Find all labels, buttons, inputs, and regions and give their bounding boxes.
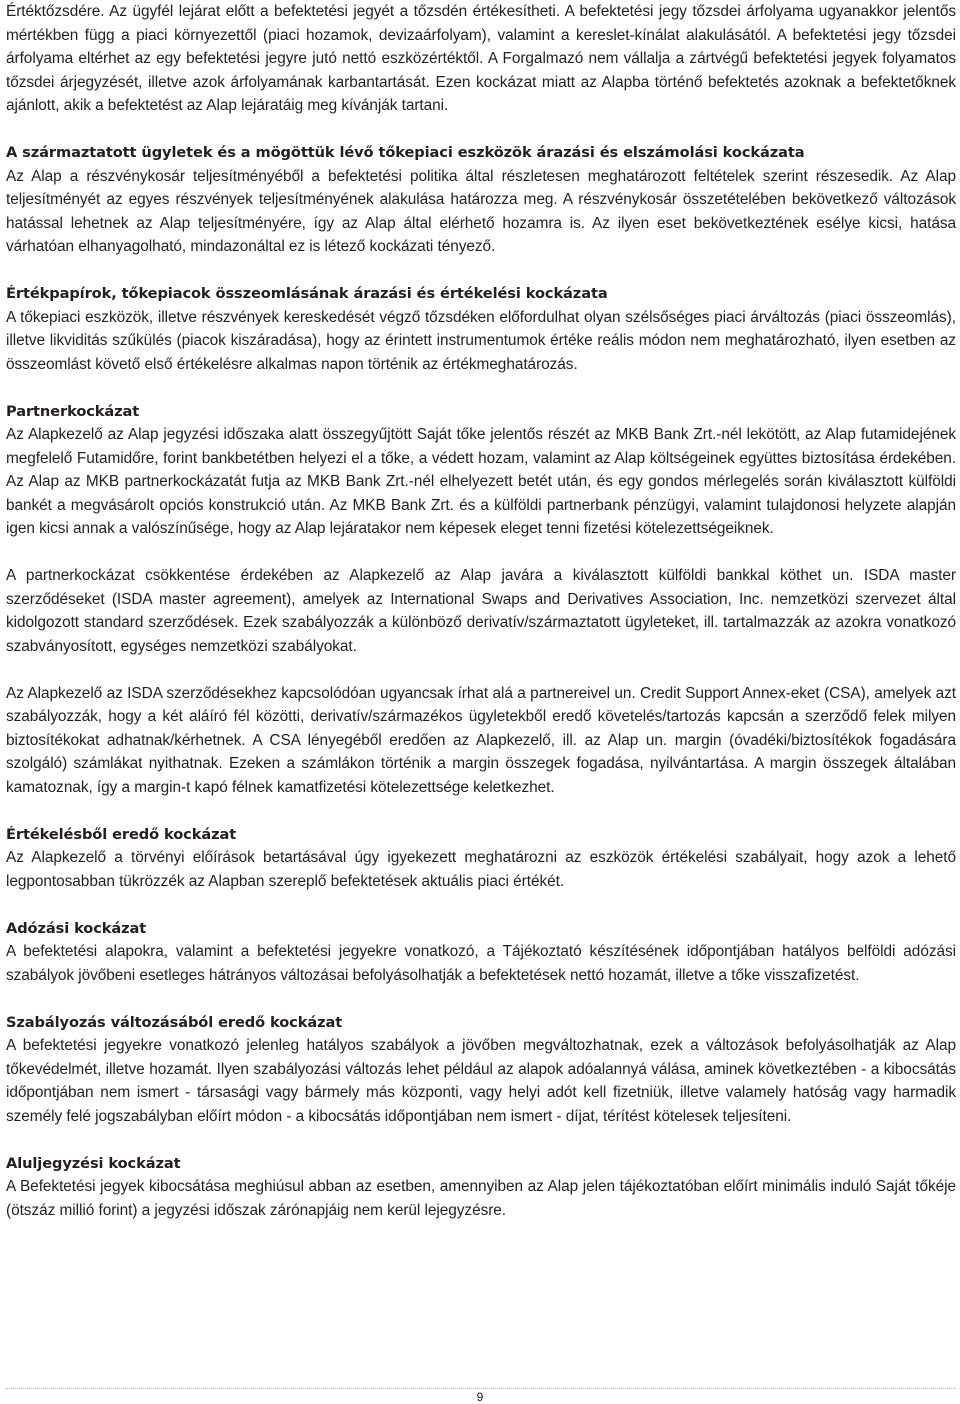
footer-divider: [6, 1388, 956, 1389]
section-heading: Szabályozás változásából eredő kockázat: [6, 1013, 343, 1031]
section-heading: Aluljegyzési kockázat: [6, 1154, 181, 1172]
section-heading: Értékpapírok, tőkepiacok összeomlásának árazási és értékelési kockázata: [6, 285, 608, 302]
section-paragraph: A partnerkockázat csökkentése érdekében az Alapkezelő az Alap javára a kiválasztott külföldi bankkal köthet un. ISDA master szerződéseket (ISDA master agreement), amelyek az International Swaps and Derivatives Association, Inc. nemzetközi szervezet által kidolgozott standard szerződések. Ezek szabályozzák a különböző derivatív/származtatott ügyleteket, ill. tartalmazzák az azokra vonatkozó szabványosított, egységes nemzetközi szabályokat.: [6, 567, 956, 655]
section-paragraph: Az Alapkezelő a törvényi előírások betartásával úgy igyekezett meghatározni az eszközök értékelési szabályait, hogy azok a lehető legpontosabban tükrözzék az Alapban szereplő befektetések aktuális piaci értékét.: [6, 849, 956, 890]
section-paragraph: Az Alap a részvénykosár teljesítményéből a befektetési politika által részletesen meghatározott feltételek szerint részesedik. Az Alap teljesítményét az egyes részvények teljesítményének alakulása határozza meg. A részvénykosár összetételében bekövetkező változások hatással lehetnek az Alap teljesítményére, így az Alap által elérhető hozamra is. Az ilyen eset bekövetkeztének esélye kicsi, hatása várhatóan elhanyagolható, mindazonáltal ez is létező kockázati tényező.: [6, 167, 956, 255]
document-page: [6, 0, 956, 1222]
section-paragraph: Az Alapkezelő az ISDA szerződésekhez kapcsolódóan ugyancsak írhat alá a partnereivel un. Credit Support Annex-eket (CSA), amelyek azt szabályozzák, hogy a két aláíró fél közötti, derivatív/származékos ügyletekből eredő követelés/tartozás kapcsán a szerződő felek milyen biztosítékokat adhatnak/kérhetnek. A CSA lényegéből eredően az Alapkezelő, ill. az Alap un. margin (óvadéki/biztosítékok fogadására szolgáló) számlákat nyithatnak. Ezeken a számlákon történik a margin összegek fogadása, nyilvántartása. A margin összegek általában kamatoznak, így a margin-t kapó félnek kamatfizetési kötelezettsége keletkezhet.: [6, 684, 956, 796]
section-heading: Adózási kockázat: [6, 919, 147, 937]
section-paragraph: Az Alapkezelő az Alap jegyzési időszaka alatt összegyűjtött Saját tőke jelentős részét az MKB Bank Zrt.-nél lekötött, az Alap futamidejének megfelelő Futamidőre, forint bankbetétben helyezi el a tőke, a védett hozam, valamint az Alap költségeinek együttes biztosítása érdekében. Az Alap az MKB partnerkockázatát futja az MKB Bank Zrt.-nél elhelyezett betét után, és egy gondos mérlegelés során kiválasztott külföldi bankét a megvásárolt opciós konstrukció után. Az MKB Bank Zrt. és a külföldi partnerbank pénzügyi, valamint tulajdonosi helyzete alapján igen kicsi annak a valószínűsége, hogy az Alap lejáratakor nem képesek eleget tenni fizetési kötelezettségeiknek.: [6, 426, 956, 537]
section-undersubscription-risk: [6, 1152, 956, 1223]
section-heading: Értékelésből eredő kockázat: [6, 825, 237, 843]
section-valuation-risk: [6, 823, 956, 894]
section-counterparty-risk: [6, 400, 956, 800]
section-paragraph: A Befektetési jegyek kibocsátása meghiúsul abban az esetben, amennyiben az Alap jelen tájékoztatóban előírt minimális induló Saját tőkéje (ötszáz millió forint) a jegyzési időszak zárónapjáig nem kerül lejegyzésre.: [6, 1178, 956, 1219]
intro-paragraph: Értéktőzsdére. Az ügyfél lejárat előtt a befektetési jegyét a tőzsdén értékesítheti. A befektetési jegy tőzsdei árfolyama ugyanakkor jelentős mértékben függ a piaci környezettől (piaci hozamok, devizaárfolyam), valamint a kereslet-kínálat alakulásától. A befektetési jegy tőzsdei árfolyama eltérhet az egy befektetési jegyre jutó nettó eszközértéktől. A Forgalmazó nem vállalja a zártvégű befektetési jegyek folyamatos tőzsdei árjegyzését, illetve azok árfolyamának karbantartását. Ezen kockázat miatt az Alapba történő befektetés azoknak a befektetőknek ajánlott, akik a befektetést az Alap lejáratáig meg kívánják tartani.: [6, 3, 956, 114]
section-paragraph: A befektetési jegyekre vonatkozó jelenleg hatályos szabályok a jövőben megváltozhatnak, ezek a változások befolyásolhatják az Alap tőkevédelmét, illetve hozamát. Ilyen szabályozási változás lehet például az alapok adóalannyá válása, aminek következtében - a kibocsátás időpontjában nem ismert - társasági vagy bármely más központi, vagy helyi adót kell fizetniük, illetve valamely hatóság vagy harmadik személy felé jogszabályban előírt módon - a kibocsátás időpontjában nem ismert - díjat, térítést kötelesek teljesíteni.: [6, 1037, 956, 1125]
section-paragraph: A tőkepiaci eszközök, illetve részvények kereskedését végző tőzsdéken előfordulhat olyan szélsőséges piaci árváltozás (piaci összeomlás), illetve likviditás szűkülés (piacok kiszáradása), hogy az érintett instrumentumok értéke reális módon nem meghatározható, ilyen esetben az összeomlást követő első értékelésre alkalmas napon történik az értékmeghatározás.: [6, 308, 956, 373]
section-derivatives-pricing-risk: [6, 141, 956, 259]
section-regulatory-change-risk: [6, 1011, 956, 1129]
section-heading: Partnerkockázat: [6, 402, 140, 420]
section-heading: A származtatott ügyletek és a mögöttük lévő tőkepiaci eszközök árazási és elszámolási kockázata: [6, 144, 805, 161]
section-paragraph: A befektetési alapokra, valamint a befektetési jegyekre vonatkozó, a Tájékoztató készítésének időpontjában hatályos belföldi adózási szabályok jövőbeni esetleges hátrányos változásai befolyásolhatják a befektetések nettó hozamát, illetve a tőke visszafizetést.: [6, 943, 956, 984]
section-tax-risk: [6, 917, 956, 988]
page-number: 9: [476, 1390, 484, 1404]
section-market-collapse-risk: [6, 282, 956, 376]
